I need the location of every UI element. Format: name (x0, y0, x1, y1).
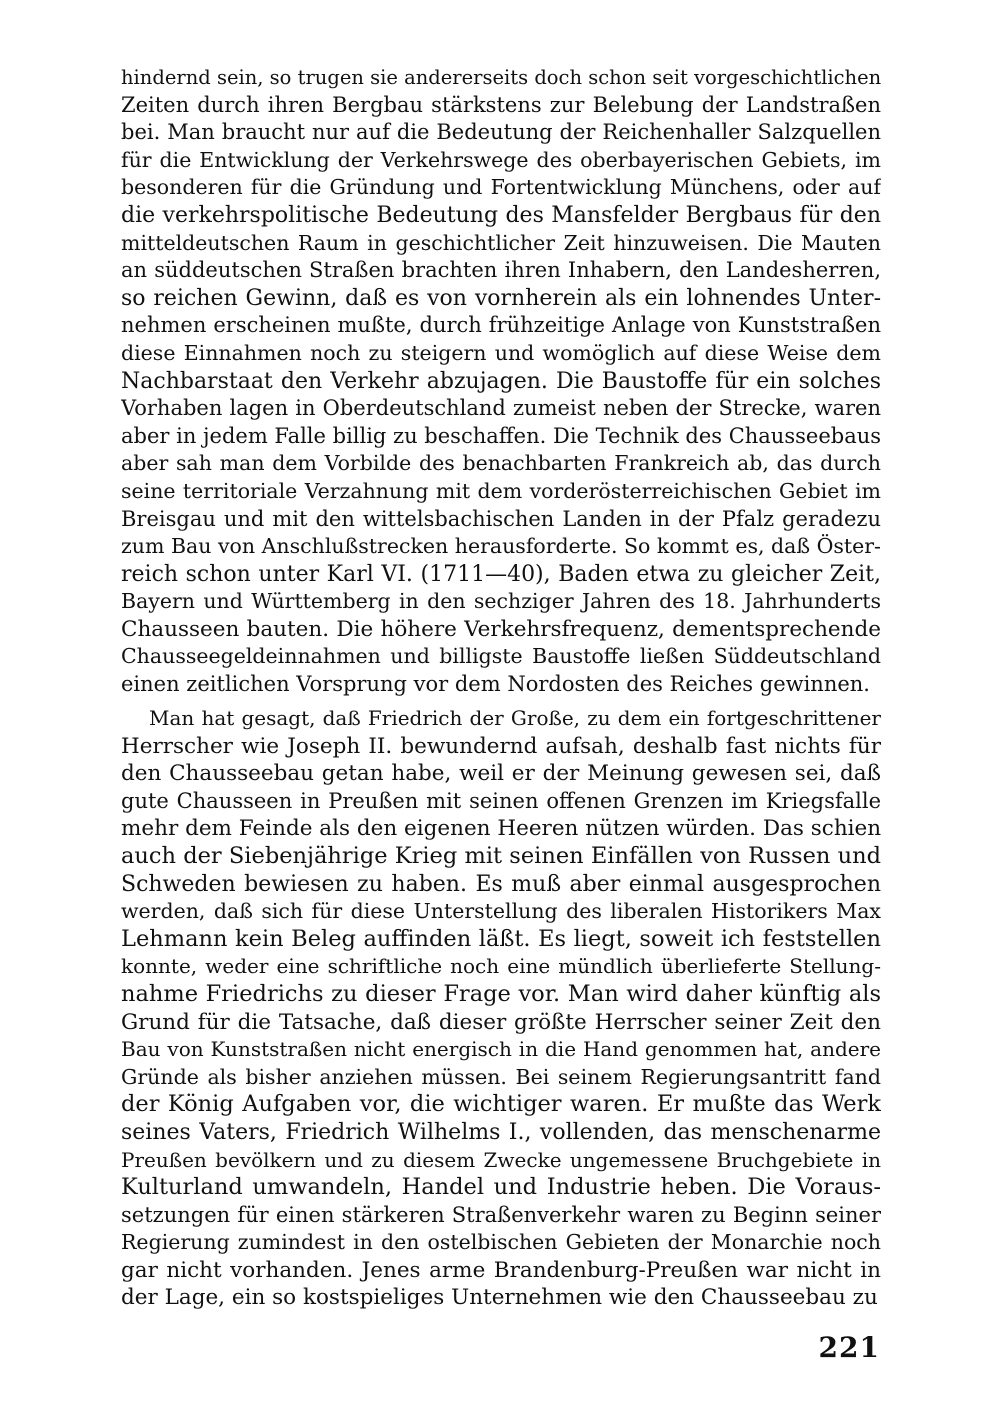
text-line: der Lage, ein so kostspieliges Unternehmen wie den Chausseebau zu (121, 1285, 878, 1311)
text-line: Zeiten durch ihren Bergbau stärkstens zur Belebung der Landstraßen (121, 92, 881, 117)
text-line: reich schon unter Karl VI. (1711—40), Baden etwa zu gleicher Zeit, (121, 561, 881, 587)
text-line: zum Bau von Anschlußstrecken herausforderte. So kommt es, daß Öster- (121, 534, 881, 559)
text-line: konnte, weder eine schriftliche noch eine mündlich überlieferte Stellung- (121, 954, 881, 979)
text-line: Vorhaben lagen in Oberdeutschland zumeist neben der Strecke, waren (121, 396, 881, 421)
text-line: Chausseegeldeinnahmen und billigste Baustoffe ließen Süddeutschland (121, 644, 881, 669)
text-line: aber in jedem Falle billig zu beschaffen. Die Technik des Chausseebaus (121, 423, 881, 448)
text-line: an süddeutschen Straßen brachten ihren Inhabern, den Landesherren, (121, 258, 881, 283)
text-line: Chausseen bauten. Die höhere Verkehrsfrequenz, dementsprechende (121, 616, 881, 642)
page-number: 221 (818, 1331, 880, 1364)
text-line: seine territoriale Verzahnung mit dem vorderösterreichischen Gebiet im (121, 478, 881, 503)
text-line: gar nicht vorhanden. Jenes arme Brandenburg-Preußen war nicht in (121, 1257, 881, 1283)
text-line: Man hat gesagt, daß Friedrich der Große, zu dem ein fortgeschrittener (149, 706, 881, 730)
text-line: besonderen für die Gründung und Fortentwicklung Münchens, oder auf (121, 175, 881, 200)
text-line: Preußen bevölkern und zu diesem Zwecke ungemessene Bruchgebiete in (121, 1147, 881, 1172)
text-line: einen zeitlichen Vorsprung vor dem Nordosten des Reiches gewinnen. (121, 672, 870, 697)
text-line: für die Entwicklung der Verkehrswege des oberbayerischen Gebiets, im (121, 147, 881, 172)
text-line: der König Aufgaben vor, die wichtiger waren. Er mußte das Werk (121, 1091, 881, 1118)
text-line: die verkehrspolitische Bedeutung des Mansfelder Bergbaus für den (121, 202, 881, 228)
text-line: Bayern und Württemberg in den sechziger Jahren des 18. Jahrhunderts (121, 589, 881, 614)
text-line: Bau von Kunststraßen nicht energisch in die Hand genommen hat, andere (121, 1037, 881, 1062)
text-line: nehmen erscheinen mußte, durch frühzeitige Anlage von Kunststraßen (121, 313, 881, 338)
text-line: den Chausseebau getan habe, weil er der Meinung gewesen sei, daß (121, 761, 881, 787)
text-line: gute Chausseen in Preußen mit seinen offenen Grenzen im Kriegsfalle (121, 788, 881, 813)
text-line: mitteldeutschen Raum in geschichtlicher Zeit hinzuweisen. Die Mauten (121, 230, 881, 255)
text-line: Breisgau und mit den wittelsbachischen Landen in der Pfalz geradezu (121, 506, 881, 531)
text-line: werden, daß sich für diese Unterstellung des liberalen Historikers Max (121, 899, 881, 924)
text-line: setzungen für einen stärkeren Straßenverkehr waren zu Beginn seiner (121, 1202, 881, 1227)
text-line: Herrscher wie Joseph II. bewundernd aufsah, deshalb fast nichts für (121, 733, 881, 759)
text-line: Gründe als bisher anziehen müssen. Bei seinem Regierungsantritt fand (121, 1064, 881, 1089)
text-line: Lehmann kein Beleg auffinden läßt. Es liegt, soweit ich feststellen (121, 925, 881, 952)
text-line: aber sah man dem Vorbilde des benachbarten Frankreich ab, das durch (121, 451, 881, 476)
paragraph-2 (121, 705, 881, 1312)
text-line: seines Vaters, Friedrich Wilhelms I., vollenden, das menschenarme (121, 1119, 881, 1145)
text-line: so reichen Gewinn, daß es von vornherein als ein lohnendes Unter- (121, 285, 881, 311)
text-line: auch der Siebenjährige Krieg mit seinen Einfällen von Russen und (121, 842, 881, 869)
text-line: nahme Friedrichs zu dieser Frage vor. Man wird daher künftig als (121, 980, 881, 1007)
text-line: Nachbarstaat den Verkehr abzujagen. Die Baustoffe für ein solches (121, 368, 881, 394)
text-line: mehr dem Feinde als den eigenen Heeren nützen würden. Das schien (121, 816, 881, 842)
text-line: hindernd sein, so trugen sie andererseits doch schon seit vorgeschichtlichen (121, 66, 881, 89)
text-line: Regierung zumindest in den ostelbischen Gebieten der Monarchie noch (121, 1230, 881, 1255)
text-line: Grund für die Tatsache, daß dieser größte Herrscher seiner Zeit den (121, 1009, 881, 1035)
text-line: bei. Man braucht nur auf die Bedeutung der Reichenhaller Salzquellen (121, 120, 881, 145)
text-line: Schweden bewiesen zu haben. Es muß aber einmal ausgesprochen (121, 871, 881, 897)
text-line: diese Einnahmen noch zu steigern und womöglich auf diese Weise dem (121, 340, 881, 365)
paragraph-1 (121, 64, 881, 699)
text-line: Kulturland umwandeln, Handel und Industrie heben. Die Voraus- (121, 1174, 881, 1201)
